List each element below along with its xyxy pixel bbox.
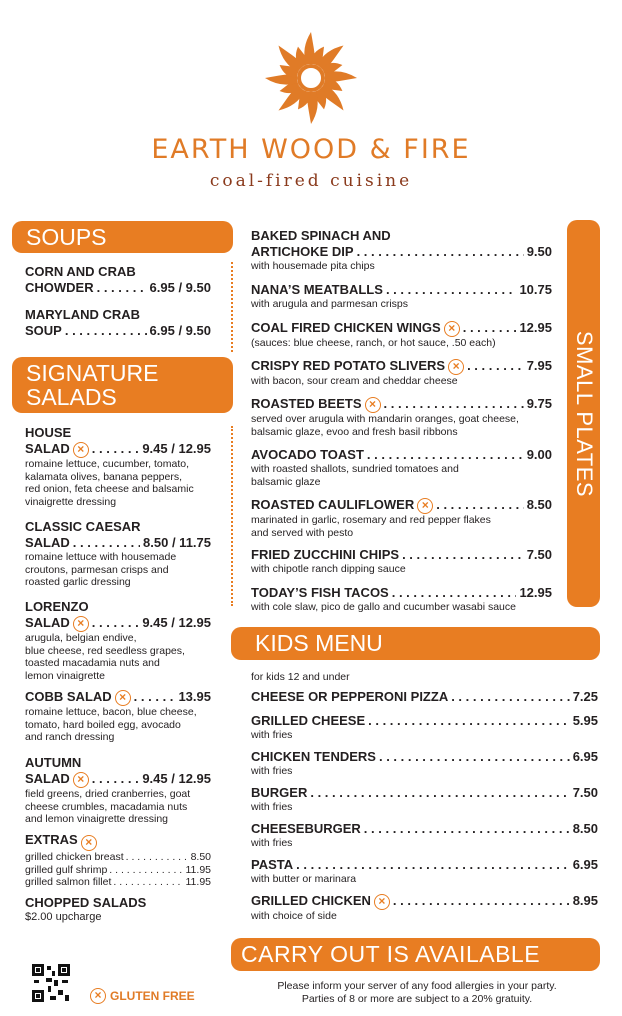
menu-item: GRILLED CHICKEN × . . . 8.95 with choice of side (251, 893, 598, 923)
price: 8.50 (526, 497, 552, 512)
chopped-salads: CHOPPED SALADS $2.00 upcharge (25, 895, 147, 923)
gluten-free-icon: × (444, 321, 460, 337)
menu-item: COAL FIRED CHICKEN WINGS × . . . 12.95 (sauces: blue cheese, ranch, or hot sauce, .50 each) (251, 320, 552, 350)
qr-code-icon (32, 964, 70, 1002)
kids-menu-banner (231, 627, 600, 660)
sun-logo-icon (263, 28, 359, 128)
salads-title-line2: SALADS (26, 384, 117, 411)
price: 7.50 (572, 785, 598, 800)
gluten-free-label: GLUTEN FREE (110, 989, 195, 1003)
price: 7.25 (572, 689, 598, 704)
gluten-free-icon: × (374, 894, 390, 910)
soups-banner (12, 221, 233, 253)
price: 8.95 (572, 893, 598, 908)
menu-item: HOUSE SALAD × . . . 9.45 / 12.95 romaine lettuce, cucumber, tomato, kalamata olives, banana peppers, red onion, feta cheese and balsamic vinaigrette dressing (25, 425, 211, 508)
menu-item: CHICKEN TENDERS . . . 6.95 with fries (251, 749, 598, 778)
price: 8.50 / 11.75 (143, 535, 211, 550)
menu-item: PASTA . . . 6.95 with butter or marinara (251, 857, 598, 886)
price: 6.95 / 9.50 (149, 280, 211, 295)
menu-item: FRIED ZUCCHINI CHIPS . . . 7.50 with chipotle ranch dipping sauce (251, 547, 552, 576)
price: 6.95 / 9.50 (149, 323, 211, 338)
gluten-free-icon: × (81, 835, 97, 851)
footnote (232, 980, 602, 1006)
divider (231, 262, 233, 352)
menu-item: GRILLED CHEESE . . . 5.95 with fries (251, 713, 598, 742)
salads-banner (12, 357, 233, 413)
price: 9.45 / 12.95 (142, 615, 211, 630)
extras-row: grilled chicken breast . . . 8.50 (25, 851, 211, 864)
gluten-free-icon: × (365, 397, 381, 413)
menu-item: COBB SALAD × . . . 13.95 romaine lettuce, bacon, blue cheese, tomato, hard boiled egg, avocado and ranch dressing (25, 689, 211, 744)
price: 9.50 (526, 244, 552, 259)
price: 9.00 (526, 447, 552, 462)
gluten-free-icon: × (73, 772, 89, 788)
price: 7.95 (526, 358, 552, 373)
menu-item: MARYLAND CRAB SOUP . . . 6.95 / 9.50 (25, 307, 211, 339)
small-plates-banner (567, 220, 600, 607)
menu-item: CRISPY RED POTATO SLIVERS × . . . 7.95 with bacon, sour cream and cheddar cheese (251, 358, 552, 388)
menu-item: BURGER . . . 7.50 with fries (251, 785, 598, 814)
gluten-free-icon: × (73, 616, 89, 632)
carry-out-title: CARRY OUT IS AVAILABLE (241, 941, 541, 967)
brand-name: EARTH WOOD & FIRE (151, 134, 471, 165)
gluten-free-icon: × (417, 498, 433, 514)
gluten-free-icon: × (73, 442, 89, 458)
kids-subtitle: for kids 12 and under (251, 671, 350, 683)
price: 5.95 (572, 713, 598, 728)
restaurant-logo (0, 28, 622, 191)
price: 7.50 (526, 547, 552, 562)
price: 6.95 (572, 857, 598, 872)
price: 10.75 (519, 282, 552, 297)
menu-item: NANA’S MEATBALLS . . . 10.75 with arugula and parmesan crisps (251, 282, 552, 311)
allergy-note: Please inform your server of any food allergies in your party. (277, 980, 557, 992)
price: 9.75 (526, 396, 552, 411)
price: 12.95 (519, 320, 552, 335)
menu-item: CORN AND CRAB CHOWDER . . . 6.95 / 9.50 (25, 264, 211, 296)
gluten-free-legend (90, 988, 195, 1004)
price: 13.95 (178, 689, 211, 704)
price: 8.50 (572, 821, 598, 836)
soups-title: SOUPS (26, 224, 107, 250)
gluten-free-icon: × (115, 690, 131, 706)
gluten-free-icon: × (90, 988, 106, 1004)
divider (231, 426, 233, 606)
menu-item: ROASTED CAULIFLOWER × . . . 8.50 marinated in garlic, rosemary and red pepper flakes and served with pesto (251, 497, 552, 539)
extras-title: EXTRAS (25, 832, 78, 847)
gluten-free-icon: × (448, 359, 464, 375)
menu-item: CHEESE OR PEPPERONI PIZZA . . . 7.25 (251, 689, 598, 705)
extras-row: grilled gulf shrimp . . . 11.95 (25, 864, 211, 877)
salads-title-line1: SIGNATURE (26, 360, 159, 386)
gratuity-note: Parties of 8 or more are subject to a 20% gratuity. (301, 993, 533, 1005)
brand-tagline: coal-fired cuisine (209, 171, 413, 191)
menu-item: ROASTED BEETS × . . . 9.75 served over arugula with mandarin oranges, goat cheese, balsamic glaze, evoo and fresh basil ribbons (251, 396, 552, 438)
price: 9.45 / 12.95 (142, 771, 211, 786)
menu-item: BAKED SPINACH AND ARTICHOKE DIP . . . 9.50 with housemade pita chips (251, 228, 552, 273)
menu-item: TODAY’S FISH TACOS . . . 12.95 with cole slaw, pico de gallo and cucumber wasabi sauce (251, 585, 552, 614)
small-plates-title: SMALL PLATES (571, 330, 597, 497)
menu-item: AUTUMN SALAD × . . . 9.45 / 12.95 field greens, dried cranberries, goat cheese crumbles, macadamia nuts and lemon vinaigrette dressing (25, 755, 211, 826)
menu-item: CLASSIC CAESAR SALAD . . . 8.50 / 11.75 romaine lettuce with housemade croutons, parmesan crisps and roasted garlic dressing (25, 519, 211, 589)
price: 6.95 (572, 749, 598, 764)
extras-section (25, 832, 215, 889)
extras-row: grilled salmon fillet . . . 11.95 (25, 876, 211, 889)
menu-item: CHEESEBURGER . . . 8.50 with fries (251, 821, 598, 850)
price: 9.45 / 12.95 (142, 441, 211, 456)
carry-out-banner (231, 938, 600, 971)
price: 12.95 (519, 585, 552, 600)
menu-item: AVOCADO TOAST . . . 9.00 with roasted shallots, sundried tomatoes and balsamic glaze (251, 447, 552, 488)
menu-item: LORENZO SALAD × . . . 9.45 / 12.95 arugula, belgian endive, blue cheese, red seedless grapes, toasted macadamia nuts and lemon vinaigrette (25, 599, 211, 682)
kids-menu-title: KIDS MENU (255, 630, 383, 656)
